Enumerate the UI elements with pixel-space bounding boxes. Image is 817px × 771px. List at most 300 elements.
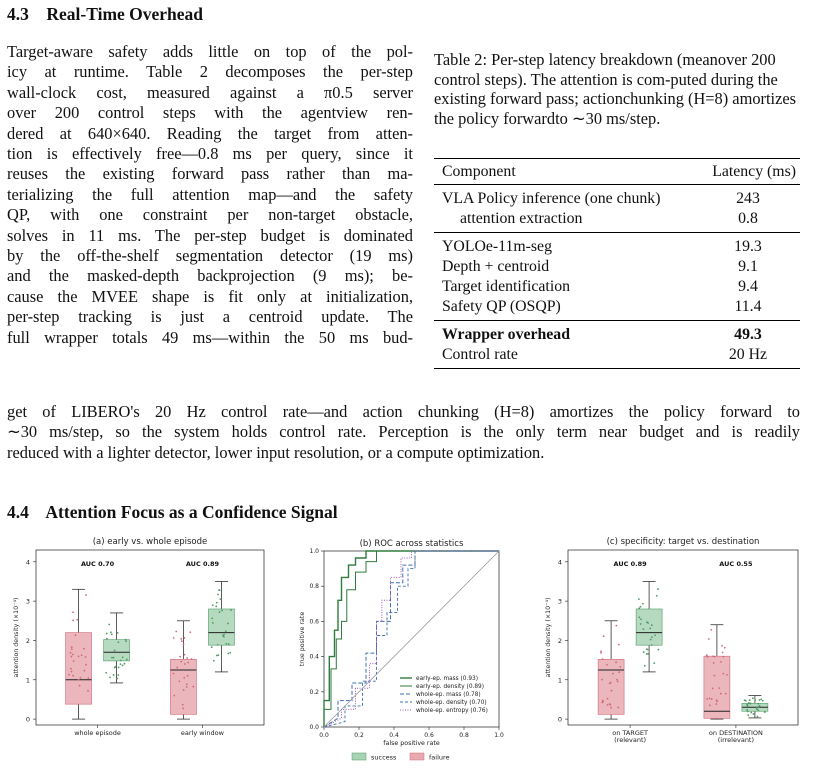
data-point: [708, 638, 710, 640]
data-point: [607, 698, 609, 700]
x-tick-sublabel: (irrelevant): [717, 736, 755, 744]
data-point: [725, 693, 727, 695]
text-line: dered at 640×640. Reading the target from atten-: [7, 123, 413, 143]
text-line: over 200 control steps). The attention is com-: [434, 50, 776, 89]
data-point: [745, 700, 747, 702]
legend-label-success: success: [371, 753, 397, 762]
cell-component: Safety QP (OSQP): [442, 298, 561, 315]
data-point: [600, 650, 602, 652]
data-point: [117, 674, 119, 676]
data-point: [111, 657, 113, 659]
text-line: QP, with one constraint per non-target obstacle,: [7, 205, 413, 225]
text-line: wall-clock cost, measured against a π0.5 server: [7, 82, 413, 102]
data-point: [721, 645, 723, 647]
data-point: [111, 633, 113, 635]
data-point: [217, 594, 219, 596]
data-point: [72, 611, 74, 613]
data-point: [606, 664, 608, 666]
data-point: [115, 666, 117, 668]
text-line: tion is effectively free—0.8 ms per query, since it: [7, 144, 413, 164]
auc-annotation: AUC 0.55: [719, 560, 753, 568]
data-point: [113, 674, 115, 676]
data-point: [615, 661, 617, 663]
data-point: [71, 648, 73, 650]
cell-component: attention extraction: [460, 210, 583, 227]
data-point: [216, 655, 218, 657]
data-point: [72, 675, 74, 677]
table-2-caption: [434, 50, 800, 128]
data-point: [756, 707, 758, 709]
data-point: [612, 673, 614, 675]
data-point: [120, 660, 122, 662]
data-point: [85, 594, 87, 596]
data-point: [713, 662, 715, 664]
data-point: [211, 617, 213, 619]
data-point: [68, 674, 70, 676]
panel-title: (a) early vs. whole episode: [92, 537, 208, 547]
data-point: [109, 677, 111, 679]
data-point: [609, 682, 611, 684]
data-point: [602, 701, 604, 703]
box-success: [104, 640, 130, 661]
y-tick-label: 2: [25, 636, 30, 645]
data-point: [758, 706, 760, 708]
data-point: [657, 588, 659, 590]
data-point: [726, 674, 728, 676]
data-point: [615, 625, 617, 627]
data-point: [110, 631, 112, 633]
data-point: [757, 716, 759, 718]
y-tick-label: 0: [557, 715, 562, 724]
data-point: [187, 662, 189, 664]
section-title: Real-Time Overhead: [46, 4, 204, 24]
text-line: puted during the existing forward pass; action: [434, 69, 778, 109]
data-point: [211, 646, 213, 648]
data-point: [83, 648, 85, 650]
cell-component: VLA Policy inference (one chunk): [442, 190, 661, 207]
data-point: [76, 619, 78, 621]
data-point: [175, 631, 177, 633]
auc-annotation: AUC 0.70: [80, 560, 115, 568]
data-point: [219, 611, 221, 613]
data-point: [113, 657, 115, 659]
data-point: [173, 695, 175, 697]
data-point: [638, 598, 640, 600]
header-latency: Latency (ms): [712, 163, 796, 180]
data-point: [186, 683, 188, 685]
data-point: [216, 602, 218, 604]
data-point: [611, 690, 613, 692]
data-point: [125, 640, 127, 642]
data-point: [183, 689, 185, 691]
data-point: [602, 658, 604, 660]
x-tick-label: whole episode: [74, 729, 121, 737]
data-point: [764, 711, 766, 713]
table-row: [434, 297, 800, 317]
data-point: [706, 654, 708, 656]
table-group-total: [434, 321, 800, 369]
legend-label: early-ep. density (0.89): [416, 684, 484, 690]
cell-latency: 9.1: [738, 258, 758, 275]
data-point: [716, 699, 718, 701]
x-tick-label: 1.0: [494, 732, 504, 739]
data-point: [762, 700, 764, 702]
legend-label: whole-ep. density (0.70): [416, 700, 487, 706]
data-point: [228, 643, 230, 645]
data-point: [75, 634, 77, 636]
text-line: full wrapper totals 49 ms—within the 50 ms bud-: [7, 327, 413, 347]
data-point: [746, 709, 748, 711]
data-point: [78, 679, 80, 681]
table-header-row: [434, 159, 800, 185]
section-number: 4.4: [7, 502, 29, 522]
y-tick-label: 1.0: [309, 548, 319, 555]
data-point: [600, 652, 602, 654]
data-point: [712, 688, 714, 690]
data-point: [125, 639, 127, 641]
cell-latency: 19.3: [734, 238, 762, 255]
cell-latency: 243: [736, 190, 760, 207]
y-axis-label: true positive rate: [299, 611, 306, 667]
data-point: [646, 653, 648, 655]
box-success: [208, 609, 234, 645]
cell-component: YOLOe-11m-seg: [442, 238, 552, 255]
y-tick-label: 4: [25, 558, 30, 567]
x-tick-label: 0.6: [424, 732, 434, 739]
data-point: [173, 673, 175, 675]
legend-label: early-ep. mass (0.93): [416, 676, 478, 682]
box-success: [636, 609, 662, 645]
text-line: solves in 11 ms. The per-step budget is dominated: [7, 225, 413, 245]
data-point: [650, 639, 652, 641]
box-panel: [13, 537, 264, 737]
data-point: [640, 618, 642, 620]
data-point: [212, 622, 214, 624]
data-point: [653, 662, 655, 664]
data-point: [81, 654, 83, 656]
data-point: [749, 699, 751, 701]
data-point: [80, 677, 82, 679]
data-point: [71, 671, 73, 673]
cell-component: Depth + centroid: [442, 258, 550, 275]
y-tick-label: 0.2: [309, 688, 319, 696]
y-tick-label: 0.6: [309, 618, 319, 626]
data-point: [106, 638, 108, 640]
data-point: [215, 605, 217, 607]
data-point: [610, 707, 612, 709]
cell-latency: 49.3: [734, 326, 762, 343]
text-line: reduced with a lighter detector, lower input resolution, or a compute optimization.: [7, 442, 545, 462]
text-line: chunking (H=8) amortizes the policy forward: [434, 89, 797, 128]
data-point: [706, 698, 708, 700]
data-point: [182, 704, 184, 706]
data-point: [222, 635, 224, 637]
data-point: [183, 643, 185, 645]
data-point: [617, 707, 619, 709]
data-point: [221, 610, 223, 612]
data-point: [758, 709, 760, 711]
text-line: to ∼30 ms/step.: [555, 108, 661, 128]
data-point: [715, 703, 717, 705]
data-point: [116, 678, 118, 680]
text-line: icy at runtime. Table 2 decomposes the per-step: [7, 62, 413, 82]
roc-panel: [299, 539, 504, 747]
y-tick-label: 4: [557, 558, 562, 567]
table-group-perception: [434, 233, 800, 321]
cell-latency: 0.8: [738, 210, 758, 227]
data-point: [617, 681, 619, 683]
data-point: [748, 702, 750, 704]
data-point: [178, 680, 180, 682]
table-group-policy: [434, 185, 800, 233]
y-tick-label: 1: [25, 676, 30, 685]
data-point: [70, 652, 72, 654]
y-tick-label: 0.8: [309, 583, 319, 591]
data-point: [187, 675, 189, 677]
section-number: 4.3: [7, 4, 29, 24]
data-point: [183, 637, 185, 639]
data-point: [642, 628, 644, 630]
table-row: [434, 209, 800, 229]
data-point: [754, 699, 756, 701]
data-point: [750, 712, 752, 714]
data-point: [640, 606, 642, 608]
data-point: [70, 656, 72, 658]
data-point: [618, 671, 620, 673]
data-point: [176, 667, 178, 669]
data-point: [184, 663, 186, 665]
data-point: [747, 714, 749, 716]
data-point: [85, 664, 87, 666]
data-point: [654, 634, 656, 636]
data-point: [750, 703, 752, 705]
data-point: [189, 631, 191, 633]
data-point: [651, 636, 653, 638]
auc-annotation: AUC 0.89: [613, 560, 647, 568]
data-point: [638, 616, 640, 618]
data-point: [638, 607, 640, 609]
data-point: [640, 623, 642, 625]
x-tick-label: 0.4: [389, 732, 399, 739]
cell-component: Control rate: [442, 346, 518, 363]
data-point: [184, 654, 186, 656]
data-point: [752, 697, 754, 699]
data-point: [709, 697, 711, 699]
data-point: [87, 677, 89, 679]
data-point: [227, 653, 229, 655]
x-tick-label: early window: [180, 729, 224, 737]
data-point: [114, 650, 116, 652]
data-point: [84, 670, 86, 672]
data-point: [618, 644, 620, 646]
data-point: [79, 685, 81, 687]
data-point: [724, 647, 726, 649]
data-point: [191, 658, 193, 660]
data-point: [179, 656, 181, 658]
data-point: [720, 693, 722, 695]
data-point: [658, 649, 660, 651]
data-point: [124, 663, 126, 665]
data-point: [759, 699, 761, 701]
data-point: [718, 687, 720, 689]
data-point: [85, 656, 87, 658]
data-point: [183, 677, 185, 679]
data-point: [649, 628, 651, 630]
y-axis-label: attention density (×10⁻⁴): [13, 597, 20, 678]
table-row: [434, 345, 800, 365]
data-point: [87, 690, 89, 692]
data-point: [217, 644, 219, 646]
data-point: [720, 661, 722, 663]
x-tick-label: on DESTINATION: [708, 729, 763, 737]
panel-title: (b) ROC across statistics: [359, 539, 464, 549]
legend-swatch-success: [352, 753, 366, 760]
cell-component: Target identification: [442, 278, 571, 295]
x-tick-label: 0.0: [319, 732, 329, 739]
data-point: [713, 675, 715, 677]
data-point: [126, 659, 128, 661]
section-4-4-heading: [7, 502, 338, 523]
data-point: [108, 624, 110, 626]
figure-legend: [352, 753, 450, 762]
data-point: [192, 686, 194, 688]
data-point: [760, 698, 762, 700]
data-point: [181, 640, 183, 642]
data-point: [71, 646, 73, 648]
data-point: [646, 648, 648, 650]
data-point: [212, 604, 214, 606]
text-line: per-step tracking is just a centroid update. The: [7, 307, 413, 327]
table-row: [434, 277, 800, 297]
body-paragraph-left: [7, 42, 413, 348]
data-point: [603, 635, 605, 637]
data-point: [117, 641, 119, 643]
data-point: [78, 655, 80, 657]
data-point: [722, 652, 724, 654]
table-row: [434, 189, 800, 209]
data-point: [182, 708, 184, 710]
data-point: [70, 668, 72, 670]
data-point: [122, 656, 124, 658]
data-point: [180, 638, 182, 640]
y-tick-label: 2: [557, 636, 562, 645]
legend-label-failure: failure: [429, 753, 450, 762]
legend-label: whole-ep. mass (0.78): [416, 692, 481, 698]
text-line: and the masked-depth backprojection (9 ms); be-: [7, 266, 413, 286]
data-point: [186, 657, 188, 659]
panel-title: (c) specificity: target vs. destination: [606, 537, 760, 547]
data-point: [651, 624, 653, 626]
data-point: [118, 667, 120, 669]
data-point: [746, 704, 748, 706]
section-title: Attention Focus as a Confidence Signal: [45, 502, 338, 522]
text-line: Target-aware safety adds little on top of the pol-: [7, 42, 413, 61]
y-tick-label: 0.0: [309, 724, 319, 731]
data-point: [609, 703, 611, 705]
data-point: [656, 595, 658, 597]
data-point: [712, 655, 714, 657]
data-point: [122, 665, 124, 667]
cell-latency: 11.4: [734, 298, 762, 315]
data-point: [72, 620, 74, 622]
data-point: [753, 713, 755, 715]
figure-attention-focus: [0, 530, 817, 767]
x-tick-label: on TARGET: [612, 729, 648, 737]
data-point: [709, 705, 711, 707]
data-point: [757, 703, 759, 705]
text-line: ∼30 ms/step, so the system holds control rate. Perception is the only term near budget and is readily: [7, 422, 800, 442]
x-tick-label: 0.2: [354, 732, 364, 739]
data-point: [117, 632, 119, 634]
data-point: [227, 623, 229, 625]
data-point: [644, 665, 646, 667]
data-point: [619, 666, 621, 668]
data-point: [230, 609, 232, 611]
data-point: [73, 660, 75, 662]
box-failure: [66, 633, 92, 705]
table-row: [434, 237, 800, 257]
legend-swatch-failure: [410, 753, 424, 760]
cell-latency: 9.4: [738, 278, 758, 295]
table-row: [434, 325, 800, 345]
header-component: Component: [442, 163, 516, 180]
text-line: Table 2: Per-step latency breakdown (mean: [434, 50, 718, 69]
legend-label: whole-ep. entropy (0.76): [416, 708, 488, 714]
data-point: [219, 598, 221, 600]
data-point: [723, 656, 725, 658]
data-point: [706, 656, 708, 658]
data-point: [642, 603, 644, 605]
text-line: cause the MVEE shape is fit only at initialization,: [7, 286, 413, 306]
data-point: [219, 589, 221, 591]
y-tick-label: 1: [557, 676, 562, 685]
y-tick-label: 0: [25, 715, 30, 724]
data-point: [711, 698, 713, 700]
cell-latency: 20 Hz: [728, 346, 768, 363]
box-panel: [545, 537, 798, 744]
x-axis-label: false positive rate: [383, 740, 440, 747]
y-tick-label: 3: [25, 597, 30, 606]
auc-annotation: AUC 0.89: [185, 560, 220, 568]
text-line: reuses the existing forward pass rather than ma-: [7, 164, 413, 184]
data-point: [217, 654, 219, 656]
table-2: [434, 158, 800, 369]
data-point: [616, 679, 618, 681]
data-point: [72, 654, 74, 656]
data-point: [651, 644, 653, 646]
data-point: [225, 643, 227, 645]
data-point: [105, 672, 107, 674]
data-point: [747, 711, 749, 713]
table-row: [434, 257, 800, 277]
data-point: [186, 686, 188, 688]
x-tick-label: 0.8: [459, 732, 469, 739]
data-point: [601, 679, 603, 681]
data-point: [180, 661, 182, 663]
data-point: [213, 660, 215, 662]
y-tick-label: 3: [557, 597, 562, 606]
box-failure: [704, 656, 730, 718]
text-line: get of LIBERO's 20 Hz control rate—and action chunking (H=8) amortizes the policy forward to: [7, 402, 800, 421]
data-point: [646, 621, 648, 623]
text-line: terializing the full attention map—and the safety: [7, 184, 413, 204]
data-point: [120, 663, 122, 665]
data-point: [710, 629, 712, 631]
data-point: [229, 652, 231, 654]
text-line: by the off-the-shelf segmentation detector (19 ms): [7, 246, 413, 266]
cell-component: Wrapper overhead: [442, 326, 570, 343]
data-point: [225, 630, 227, 632]
